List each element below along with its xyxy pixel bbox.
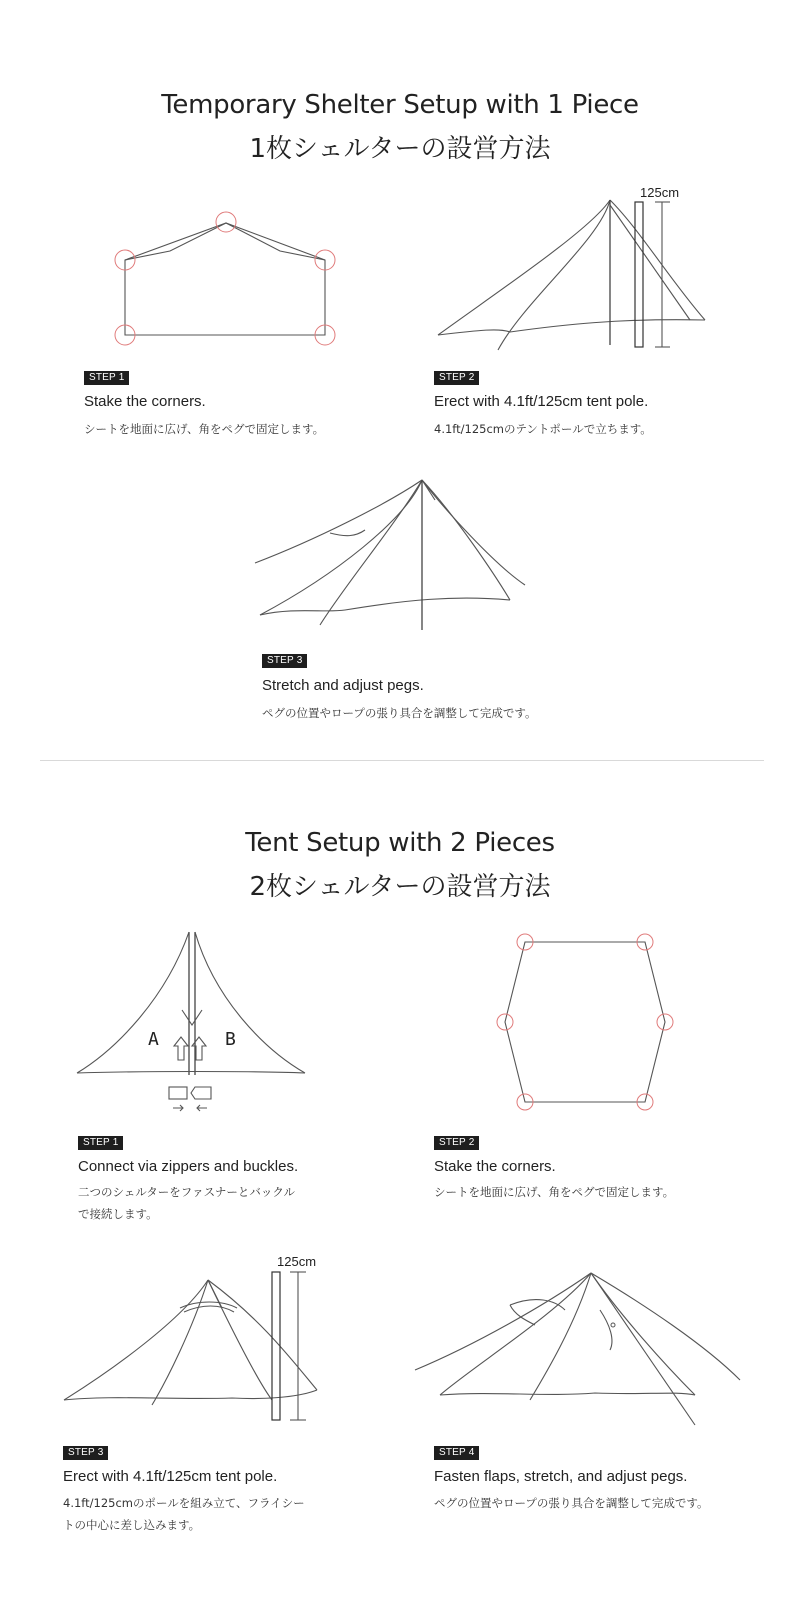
s2-step1-title: Connect via zippers and buckles. <box>78 1158 299 1175</box>
s2-step3-measure: 125cm <box>277 1254 317 1269</box>
s1-step2-desc: 4.1ft/125cmのテントポールで立ちます。 <box>434 422 652 436</box>
s1-step3-illustration <box>255 475 545 635</box>
s2-step2-desc: シートを地面に広げ、角をペグで固定します。 <box>434 1185 675 1199</box>
section-divider <box>40 760 764 761</box>
section2-title-ja: 2枚シェルターの設営方法 <box>249 872 551 902</box>
buckle-icon <box>191 1087 211 1099</box>
s1-step1-badge: STEP 1 <box>84 371 129 385</box>
s1-step1-illustration <box>110 205 340 350</box>
section1-title-en: Temporary Shelter Setup with 1 Piece <box>161 90 639 120</box>
section1-title-ja: 1枚シェルターの設営方法 <box>249 134 551 164</box>
s1-step2-title: Erect with 4.1ft/125cm tent pole. <box>434 393 649 410</box>
s1-step1-title: Stake the corners. <box>84 393 206 410</box>
s2-step3-illustration <box>62 1250 332 1425</box>
s2-step4-badge: STEP 4 <box>434 1446 479 1460</box>
s2-step1-desc-line1: 二つのシェルターをファスナーとバックル <box>78 1185 296 1199</box>
s2-step3-desc-line2: トの中心に差し込みます。 <box>63 1518 201 1532</box>
s2-step1-badge: STEP 1 <box>78 1136 123 1150</box>
s1-step2-badge: STEP 2 <box>434 371 479 385</box>
s2-step3-desc-line1: 4.1ft/125cmのポールを組み立て、フライシー <box>63 1496 305 1510</box>
s1-step3-badge: STEP 3 <box>262 654 307 668</box>
s1-step3-title: Stretch and adjust pegs. <box>262 677 424 694</box>
s1-peg-marker <box>216 212 236 232</box>
s2-step2-badge: STEP 2 <box>434 1136 479 1150</box>
section2-title-en: Tent Setup with 2 Pieces <box>245 828 555 858</box>
s2-step4-title: Fasten flaps, stretch, and adjust pegs. <box>434 1468 688 1485</box>
s2-step3-badge: STEP 3 <box>63 1446 108 1460</box>
s2-label-a: A <box>148 1029 159 1050</box>
s2-step1-desc-line2: で接続します。 <box>78 1207 158 1221</box>
up-arrow-icon <box>174 1037 188 1060</box>
arrow-right-icon <box>173 1105 183 1111</box>
arrow-left-icon <box>197 1105 207 1111</box>
s2-step1-illustration <box>75 930 315 1120</box>
up-arrow-icon <box>192 1037 206 1060</box>
s1-step2-illustration <box>440 185 720 360</box>
s2-step3-title: Erect with 4.1ft/125cm tent pole. <box>63 1468 278 1485</box>
s1-step3-desc: ペグの位置やロープの張り具合を調整して完成です。 <box>262 706 537 720</box>
s2-label-b: B <box>225 1029 236 1050</box>
s2-step4-desc: ペグの位置やロープの張り具合を調整して完成です。 <box>434 1496 709 1510</box>
s2-step2-illustration <box>490 930 680 1115</box>
buckle-icon <box>169 1087 187 1099</box>
s2-step4-illustration <box>415 1265 745 1440</box>
s1-step1-desc: シートを地面に広げ、角をペグで固定します。 <box>84 422 325 436</box>
s2-step2-title: Stake the corners. <box>434 1158 556 1175</box>
s1-step2-measure: 125cm <box>640 185 680 200</box>
